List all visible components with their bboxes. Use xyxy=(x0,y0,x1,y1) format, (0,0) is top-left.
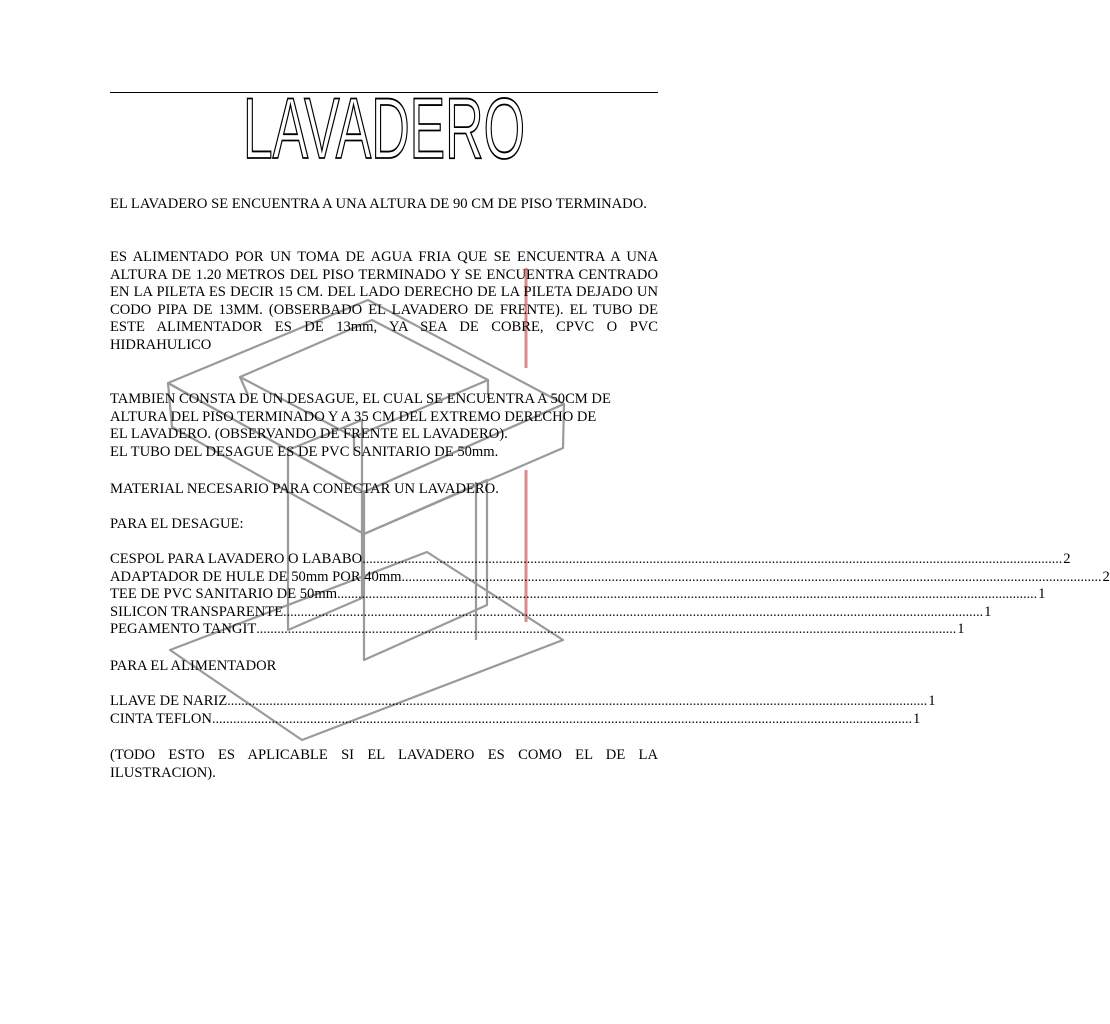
item-name: ADAPTADOR DE HULE DE 50mm POR 40mm xyxy=(110,568,402,585)
item-qty: 2 xyxy=(1063,551,1071,567)
leader-dots: ........................................................................................................................................................................................................ xyxy=(362,552,1063,567)
paragraph-height: EL LAVADERO SE ENCUENTRA A UNA ALTURA DE 90 CM DE PISO TERMINADO. xyxy=(110,196,647,212)
list-item xyxy=(110,586,1046,604)
item-qty: 1 xyxy=(957,621,965,638)
item-name: TEE DE PVC SANITARIO DE 50mm xyxy=(110,586,338,603)
item-name: LLAVE DE NARIZ xyxy=(110,693,228,709)
closing-note: (TODO ESTO ES APLICABLE SI EL LAVADERO ES COMO EL DE LA ILUSTRACION). xyxy=(110,747,658,781)
leader-dots: ........................................................................................................................................................................................................ xyxy=(256,622,957,638)
item-name: SILICON TRANSPARENTE xyxy=(110,603,284,620)
list-item xyxy=(110,621,965,639)
desague-list xyxy=(110,551,1110,639)
leader-dots: ........................................................................................................................................................................................................ xyxy=(211,711,912,727)
leader-dots: ........................................................................................................................................................................................................ xyxy=(337,587,1038,603)
leader-dots: ........................................................................................................................................................................................................ xyxy=(283,604,984,620)
item-qty: 1 xyxy=(1038,586,1046,603)
item-name: CESPOL PARA LAVADERO O LABABO xyxy=(110,551,363,567)
drain-line: EL TUBO DEL DESAGUE ES DE PVC SANITARIO DE 50mm. xyxy=(110,443,499,460)
drain-line: TAMBIEN CONSTA DE UN DESAGUE, EL CUAL SE ENCUENTRA A 50CM DE xyxy=(110,391,611,407)
alimentador-list xyxy=(110,693,936,728)
list-item xyxy=(110,568,1110,587)
list-item xyxy=(110,603,992,622)
page-title xyxy=(240,81,530,177)
item-qty: 1 xyxy=(984,603,992,620)
materials-heading: MATERIAL NECESARIO PARA CONECTAR UN LAVADERO. xyxy=(110,481,499,497)
item-name: PEGAMENTO TANGIT xyxy=(110,621,257,638)
drain-line: ALTURA DEL PISO TERMINADO Y A 35 CM DEL EXTREMO DERECHO DE xyxy=(110,408,597,425)
desague-heading: PARA EL DESAGUE: xyxy=(110,516,244,532)
item-qty: 1 xyxy=(928,693,936,709)
paragraph-water-supply: ES ALIMENTADO POR UN TOMA DE AGUA FRIA QUE SE ENCUENTRA A UNA ALTURA DE 1.20 METROS DEL PISO TERMINADO Y SE ENCUENTRA CENTRADO EN LA PILETA ES DECIR 15 CM. DEL LADO DERECHO DE LA PILETA DEJADO UN CODO PIPA DE 13MM. (OBSERBADO EL LAVADERO DE FRENTE). EL TUBO DE ESTE ALIMENTADOR ES DE 13mm, YA SEA DE COBRE, CPVC O PVC HIDRAHULICO xyxy=(110,249,658,353)
item-qty: 1 xyxy=(912,710,921,727)
paragraph-drain xyxy=(110,391,658,461)
item-qty: 2 xyxy=(1102,568,1110,585)
alimentador-heading: PARA EL ALIMENTADOR xyxy=(110,658,277,674)
list-item xyxy=(110,551,1071,569)
leader-dots: ........................................................................................................................................................................................................ xyxy=(227,694,928,709)
drain-line: EL LAVADERO. (OBSERVANDO DE FRENTE EL LAVADERO). xyxy=(110,426,508,443)
item-name: CINTA TEFLON xyxy=(110,710,212,727)
list-item xyxy=(110,693,936,711)
list-item xyxy=(110,710,921,729)
title-text: LAVADERO xyxy=(243,81,525,177)
leader-dots: ........................................................................................................................................................................................................ xyxy=(401,569,1102,585)
